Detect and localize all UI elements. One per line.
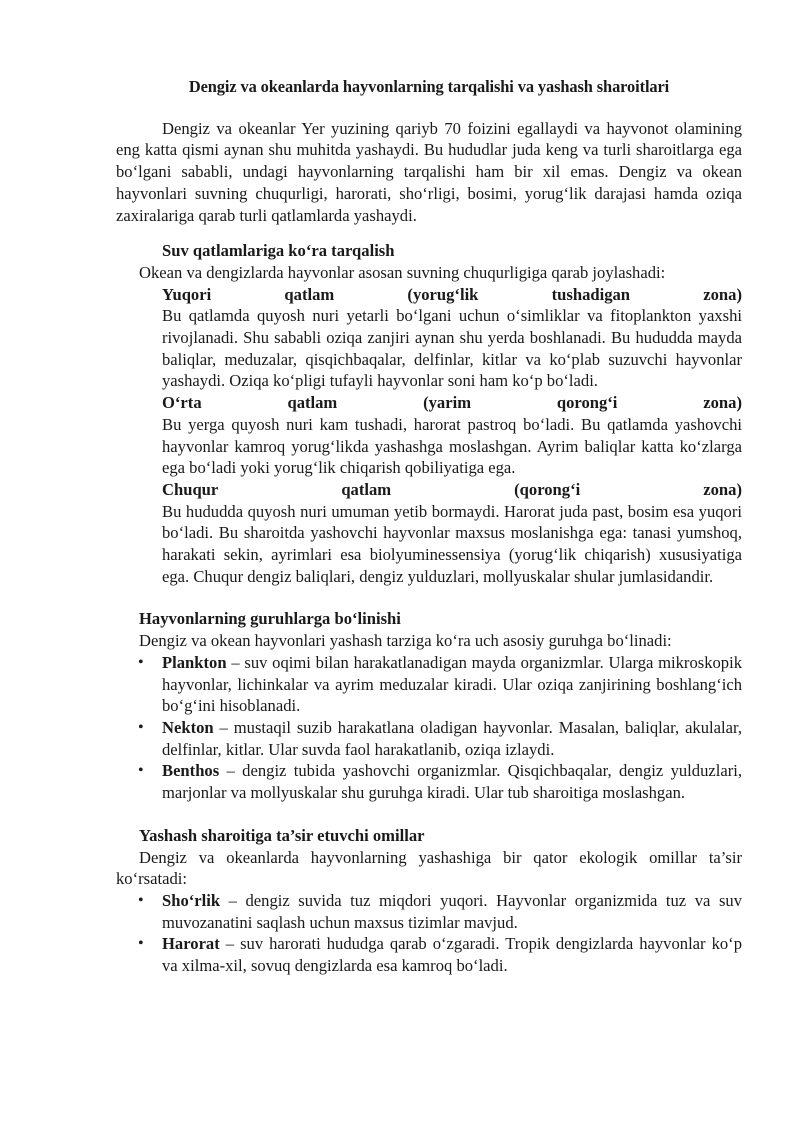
section-heading-factors: Yashash sharoitiga ta’sir etuvchi omillar [139,825,425,845]
list-item: • Plankton – suv oqimi bilan harakatlanadigan mayda organizmlar. Ularga mikroskopik hayvonlar, lichinkalar va ayrim meduzalar kiradi. Ular oziqa zanjirining boshlang‘ich bo‘g‘ini hisoblanadi. [138,652,742,716]
layer-middle [162,392,742,479]
groups-list [116,652,742,804]
layer-upper [162,284,742,393]
layer-heading: Yuqori qatlam (yorug‘lik tushadigan zona) [162,284,742,304]
layer-description: Bu qatlamda quyosh nuri yetarli bo‘lgani uchun o‘simliklar va fitoplankton yaxshi rivojlanadi. Shu sababli oziqa zanjiri aynan shu yerda boshlanadi. Bu hududda mayda baliqlar, meduzalar, qisqichbaqalar, delfinlar, kitlar va ko‘plab suzuvchi hayvonlar yashaydi. Oziqa ko‘pligi tufayli hayvonlar soni ham ko‘p bo‘ladi. [162,306,742,391]
bullet-icon: • [138,653,144,671]
factors-list [116,890,742,977]
bullet-icon: • [138,762,144,780]
layer-heading: Chuqur qatlam (qorong‘i zona) [162,479,742,499]
section-heading-layers: Suv qatlamlariga ko‘ra tarqalish [162,241,395,261]
section-lead-groups: Dengiz va okean hayvonlari yashash tarziga ko‘ra uch asosiy guruhga bo‘linadi: [139,631,672,651]
list-item: • Nekton – mustaqil suzib harakatlana oladigan hayvonlar. Masalan, baliqlar, akulalar, delfinlar, kitlar. Ular suvda faol harakatlanib, oziqa izlaydi. [138,717,742,759]
document-title: Dengiz va okeanlarda hayvonlarning tarqalishi va yashash sharoitlari [188,77,670,96]
layer-description: Bu hududda quyosh nuri umuman yetib bormaydi. Harorat juda past, bosim esa yuqori bo‘ladi. Bu sharoitda yashovchi hayvonlar maxsus moslanishga ega: tanasi yumshoq, harakati sekin, ayrimlari esa biolyuminessensiya (yorug‘lik chiqarish) xususiyatiga ega. Chuqur dengiz baliqlari, dengiz yulduzlari, mollyuskalar shular jumlasidandir. [162,501,742,586]
section-heading-groups: Hayvonlarning guruhlarga bo‘linishi [139,609,401,629]
bullet-icon: • [138,935,144,953]
bullet-icon: • [138,891,144,909]
intro-paragraph: Dengiz va okeanlar Yer yuzining qariyb 70 foizini egallaydi va hayvonot olamining eng katta qismi aynan shu muhitda yashaydi. Bu hududlar juda keng va turli sharoitlarga ega bo‘lgani sababli, undagi hayvonlarning tarqalishi ham bir xil emas. Dengiz va okean hayvonlari suvning chuqurligi, harorati, sho‘rligi, bosimi, yorug‘lik darajasi hamda oziqa zaxiralariga qarab turli qatlamlarda yashaydi. [116,118,742,225]
section-lead-layers: Okean va dengizlarda hayvonlar asosan suvning chuqurligiga qarab joylashadi: [139,262,666,282]
bullet-icon: • [138,718,144,736]
list-item: • Benthos – dengiz tubida yashovchi organizmlar. Qisqichbaqalar, dengiz yulduzlari, marjonlar va mollyuskalar shu guruhga kiradi. Ular tub sharoitiga moslashgan. [138,761,742,803]
layer-heading: O‘rta qatlam (yarim qorong‘i zona) [162,393,742,413]
list-item: • Sho‘rlik – dengiz suvida tuz miqdori yuqori. Hayvonlar organizmida tuz va suv muvozanatini saqlash uchun maxsus tizimlar mavjud. [138,890,742,932]
list-item: • Harorat – suv harorati hududga qarab o‘zgaradi. Tropik dengizlarda hayvonlar ko‘p va xilma-xil, sovuq dengizlarda esa kamroq bo‘ladi. [138,934,742,976]
layer-description: Bu yerga quyosh nuri kam tushadi, harorat pastroq bo‘ladi. Bu qatlamda yashovchi hayvonlar kamroq yorug‘likda yashashga moslashgan. Ayrim baliqlar katta ko‘zlarga ega bo‘ladi yoki yorug‘lik chiqarish qobiliyatiga ega. [162,414,742,478]
layer-deep [162,479,742,588]
document-page [116,76,742,977]
section-lead-factors: Dengiz va okeanlarda hayvonlarning yashashiga bir qator ekologik omillar ta’sir ko‘rsatadi: [116,847,742,889]
